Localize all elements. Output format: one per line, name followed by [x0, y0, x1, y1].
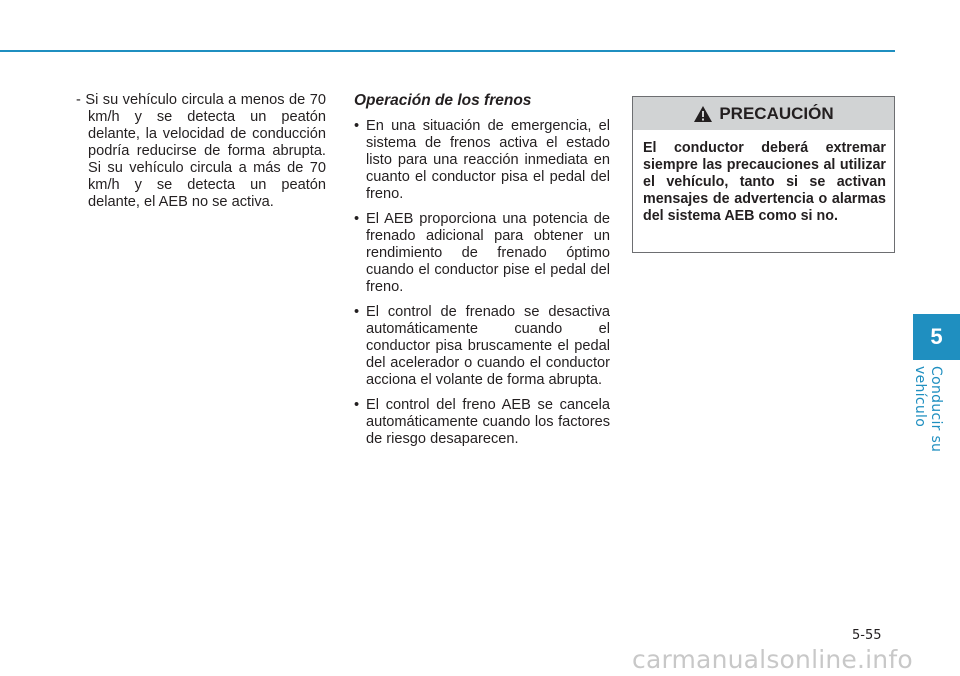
caution-header	[633, 97, 894, 130]
section-title: Operación de los frenos	[354, 92, 532, 109]
left-column	[76, 92, 326, 211]
bullet-item	[348, 304, 613, 389]
bullet-text: El control de frenado se desactiva automáticamente cuando el conductor pisa bruscamente el pedal del acelerador o cuando el conductor acciona el volante de forma abrupta.	[366, 304, 610, 388]
bullet-dot: •	[354, 118, 360, 134]
bullet-dot: •	[354, 397, 360, 413]
bullet-list	[348, 118, 613, 448]
warning-triangle-icon	[693, 105, 713, 123]
bullet-item	[348, 118, 613, 203]
caution-text: El conductor deberá extremar siempre las precauciones al utilizar el vehículo, tanto si se activan mensajes de advertencia o alarmas del sistema AEB como si no.	[643, 140, 886, 224]
dash-list-item: - Si su vehículo circula a menos de 70 km/h y se detecta un peatón delante, la velocidad de conducción podría reducirse de forma abrupta. Si su vehículo circula a más de 70 km/h y se detecta un peatón delante, el AEB no se activa.	[76, 92, 326, 210]
watermark: carmanualsonline.info	[632, 645, 913, 674]
caution-box	[632, 96, 895, 253]
bullet-item	[348, 211, 613, 296]
bullet-item	[348, 397, 613, 448]
chapter-title: Conducir su vehículo	[912, 366, 944, 453]
header-rule	[0, 50, 895, 52]
middle-column	[348, 92, 613, 456]
caution-title: PRECAUCIÓN	[719, 103, 834, 123]
chapter-number-tab: 5	[913, 314, 960, 360]
bullet-dot: •	[354, 211, 360, 227]
bullet-text: En una situación de emergencia, el sistema de frenos activa el estado listo para una reacción inmediata en cuanto el conductor pisa el pedal del freno.	[366, 118, 610, 202]
bullet-text: El control del freno AEB se cancela automáticamente cuando los factores de riesgo desaparecen.	[366, 397, 610, 447]
bullet-text: El AEB proporciona una potencia de frenado adicional para obtener un rendimiento de frenado óptimo cuando el conductor pise el pedal del freno.	[366, 211, 610, 295]
page-number: 5-55	[852, 628, 882, 643]
bullet-dot: •	[354, 304, 360, 320]
